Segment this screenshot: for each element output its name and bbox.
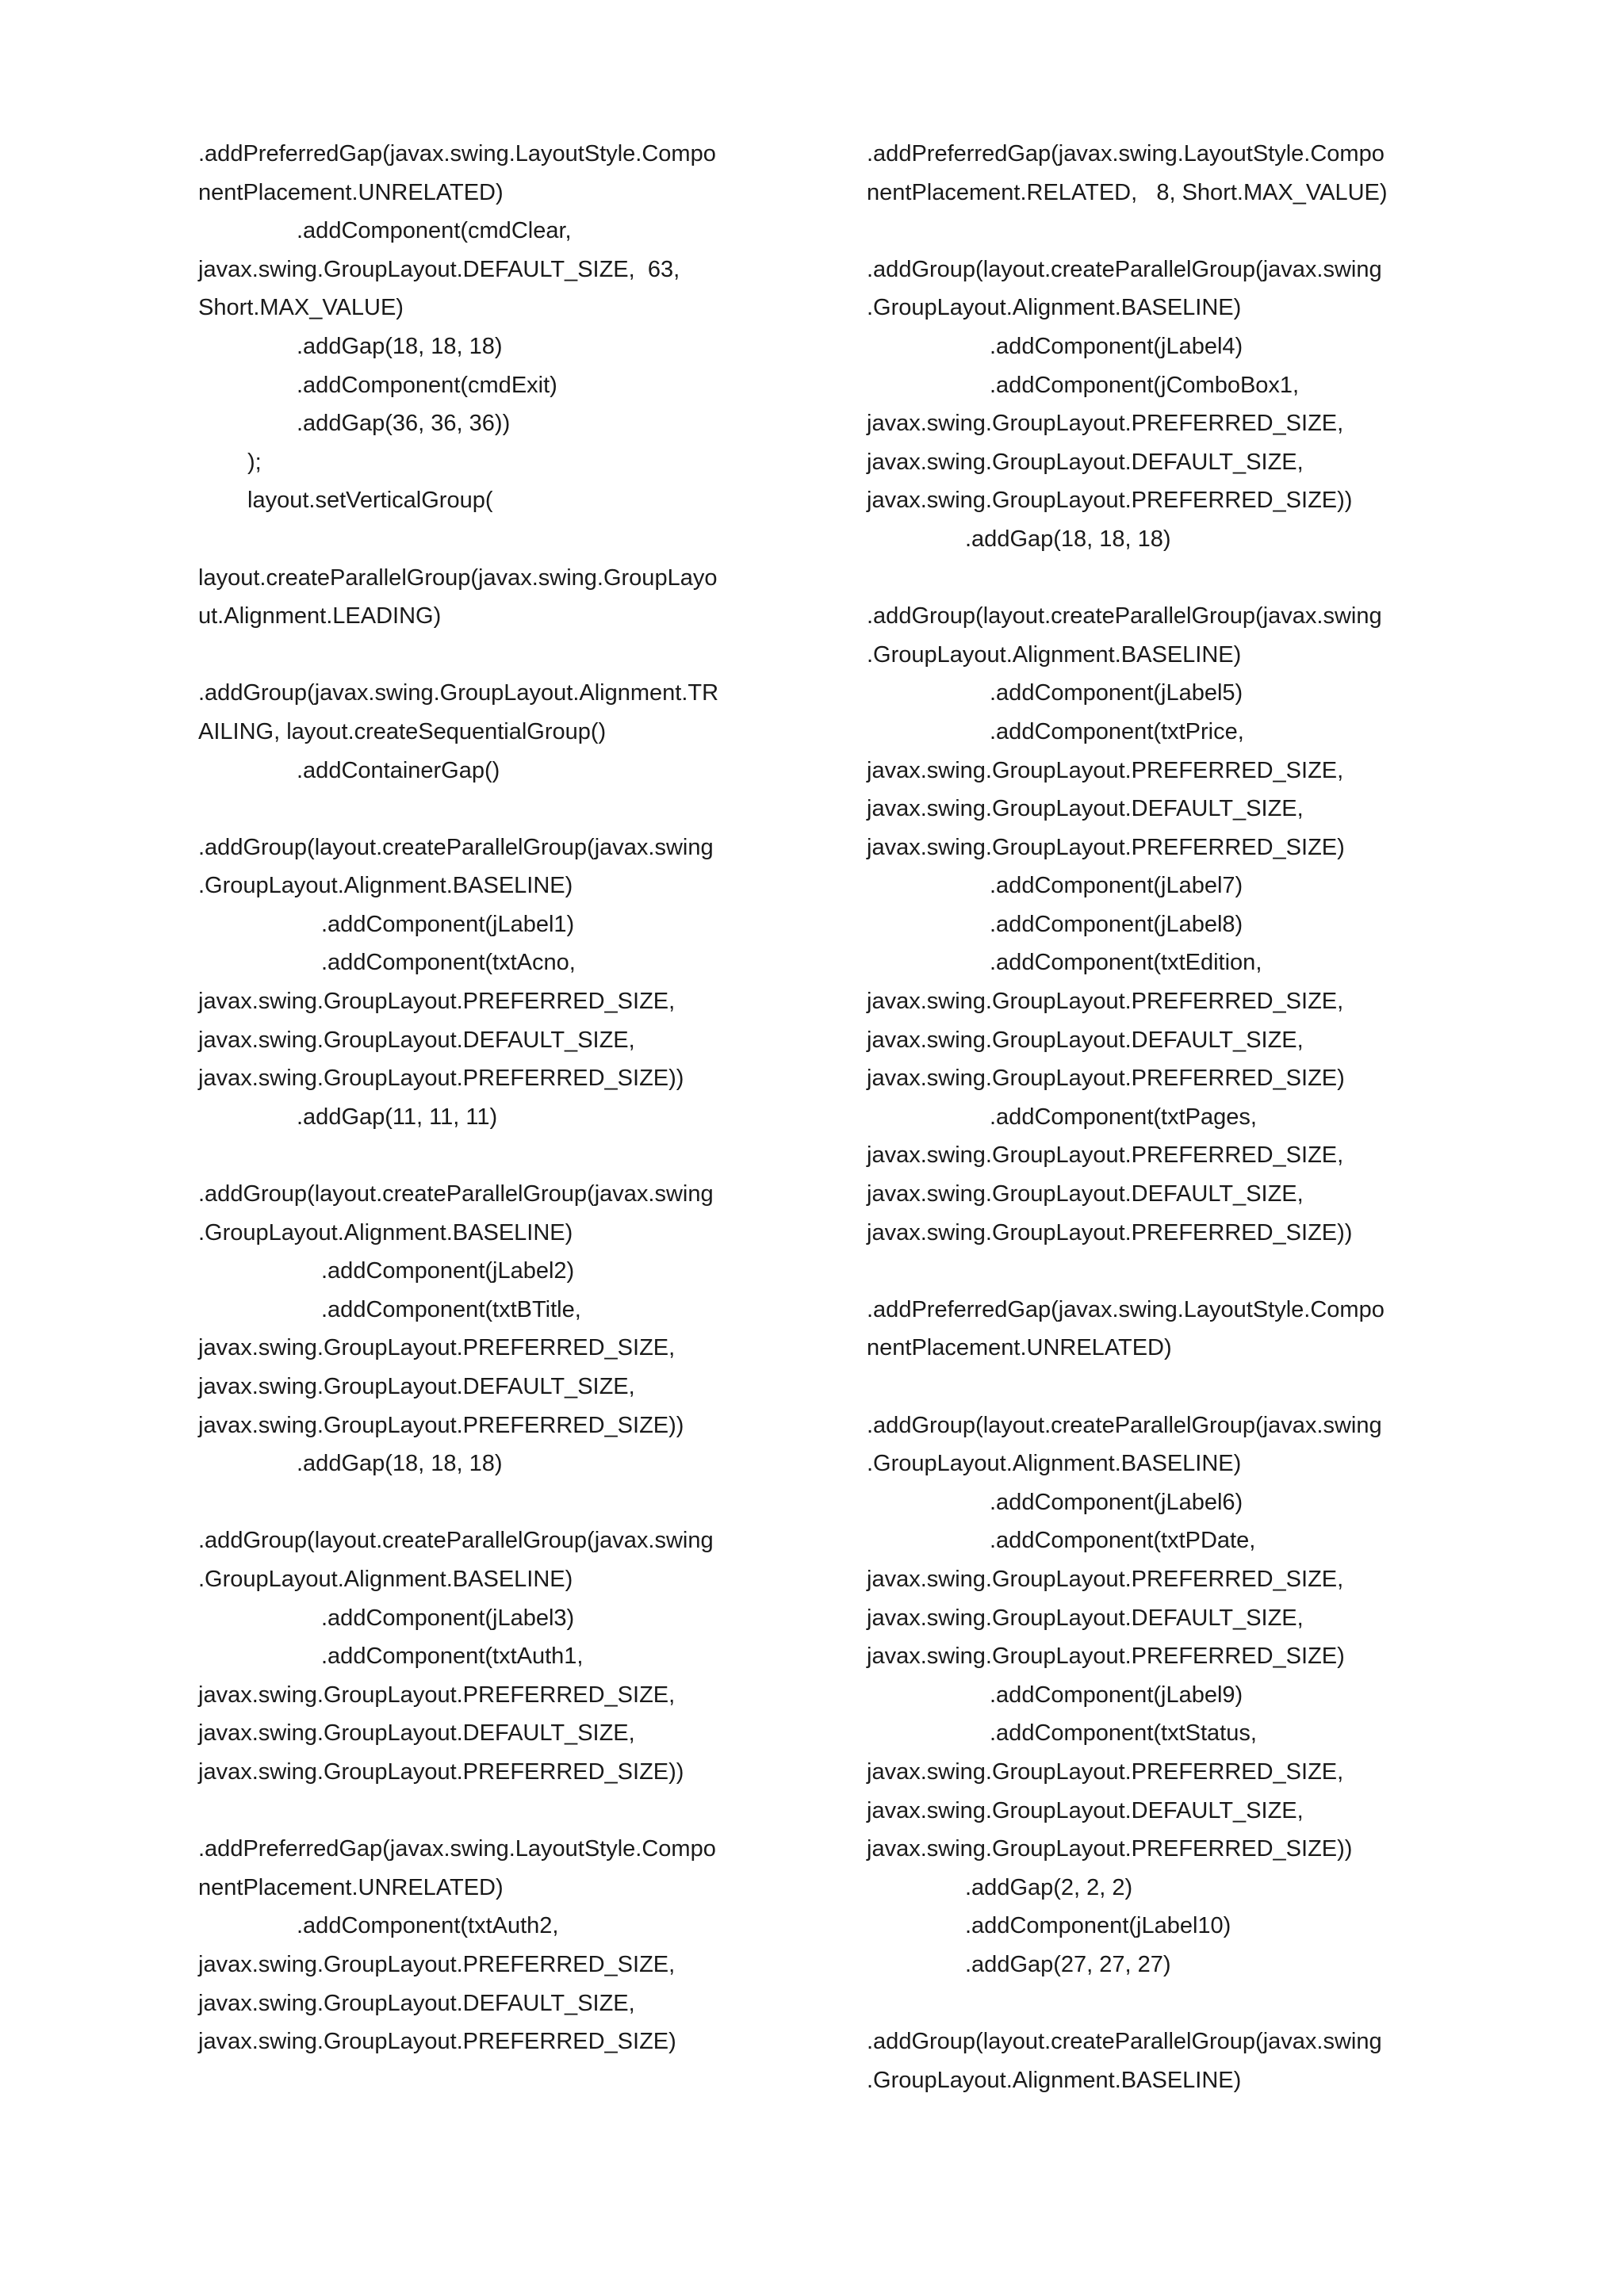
code-line: .GroupLayout.Alignment.BASELINE) — [198, 873, 573, 899]
blank-line — [198, 1483, 785, 1522]
code-line: .addComponent(txtAuth2, — [297, 1913, 559, 1939]
code-line: javax.swing.GroupLayout.PREFERRED_SIZE, — [198, 1335, 676, 1361]
code-line: javax.swing.GroupLayout.PREFERRED_SIZE) — [198, 2029, 676, 2055]
code-line: .addComponent(txtPrice, — [990, 718, 1244, 744]
code-line: javax.swing.GroupLayout.PREFERRED_SIZE)) — [867, 488, 1353, 514]
code-line: .addComponent(jLabel1) — [321, 911, 575, 937]
code-line: javax.swing.GroupLayout.DEFAULT_SIZE, 63, — [198, 256, 680, 282]
code-line: javax.swing.GroupLayout.DEFAULT_SIZE, — [198, 1720, 635, 1747]
blank-line — [867, 1368, 1454, 1406]
code-line: layout.createParallelGroup(javax.swing.GroupLayo — [198, 564, 718, 591]
code-line: .addComponent(jLabel7) — [990, 873, 1243, 899]
code-line: .addComponent(jLabel3) — [321, 1605, 575, 1631]
code-line: .addPreferredGap(javax.swing.LayoutStyle.Compo — [867, 141, 1385, 166]
code-line: javax.swing.GroupLayout.DEFAULT_SIZE, — [198, 1990, 635, 2016]
code-line: .addGroup(javax.swing.GroupLayout.Alignment.TR — [198, 680, 719, 706]
code-line: .addComponent(txtBTitle, — [321, 1296, 581, 1322]
code-line: .addGap(36, 36, 36)) — [297, 411, 511, 437]
code-line: javax.swing.GroupLayout.PREFERRED_SIZE, — [867, 1566, 1344, 1592]
blank-line — [198, 636, 785, 675]
code-line: javax.swing.GroupLayout.PREFERRED_SIZE, — [867, 1758, 1344, 1785]
code-line: .addComponent(cmdClear, — [297, 218, 572, 244]
code-line: nentPlacement.UNRELATED) — [867, 1335, 1172, 1361]
code-line: javax.swing.GroupLayout.PREFERRED_SIZE)) — [867, 1836, 1353, 1862]
code-line: .GroupLayout.Alignment.BASELINE) — [867, 1451, 1242, 1477]
code-line: .addGap(27, 27, 27) — [965, 1951, 1171, 1977]
code-line: .addGroup(layout.createParallelGroup(javax.swing — [867, 2029, 1382, 2055]
blank-line — [198, 790, 785, 828]
code-line: javax.swing.GroupLayout.PREFERRED_SIZE)) — [867, 1219, 1353, 1246]
code-line: .addGap(2, 2, 2) — [965, 1874, 1133, 1900]
code-line: Short.MAX_VALUE) — [198, 295, 404, 321]
code-line: .addGap(11, 11, 11) — [297, 1104, 498, 1130]
code-line: javax.swing.GroupLayout.DEFAULT_SIZE, — [198, 1374, 635, 1399]
blank-line — [198, 520, 785, 559]
code-line: .addGroup(layout.createParallelGroup(javax.swing — [867, 1412, 1382, 1438]
code-line: AILING, layout.createSequentialGroup() — [198, 718, 607, 744]
code-line: .addComponent(jLabel4) — [990, 333, 1243, 359]
code-line: .addComponent(txtAuth1, — [321, 1644, 584, 1670]
code-line: nentPlacement.UNRELATED) — [198, 179, 504, 205]
code-line: javax.swing.GroupLayout.PREFERRED_SIZE)) — [198, 1066, 684, 1092]
code-line: .addComponent(jLabel9) — [990, 1682, 1243, 1708]
code-line: .addComponent(jLabel10) — [965, 1913, 1231, 1939]
code-line: javax.swing.GroupLayout.PREFERRED_SIZE)) — [198, 1412, 684, 1438]
code-line: .addComponent(jLabel2) — [321, 1258, 575, 1284]
code-line: javax.swing.GroupLayout.PREFERRED_SIZE)) — [198, 1758, 684, 1785]
code-line: .addComponent(txtPages, — [990, 1104, 1257, 1130]
code-line: .GroupLayout.Alignment.BASELINE) — [198, 1219, 573, 1246]
code-line: javax.swing.GroupLayout.DEFAULT_SIZE, — [867, 1181, 1304, 1207]
blank-line — [867, 559, 1454, 598]
code-line: .addGroup(layout.createParallelGroup(javax.swing — [198, 1181, 714, 1207]
code-line: .addComponent(cmdExit) — [297, 372, 557, 398]
code-line: .addPreferredGap(javax.swing.LayoutStyle.Compo — [867, 1296, 1385, 1322]
code-line: .addGroup(layout.createParallelGroup(javax.swing — [198, 1528, 714, 1554]
code-line: javax.swing.GroupLayout.DEFAULT_SIZE, — [867, 1027, 1304, 1053]
blank-line — [867, 212, 1454, 251]
code-line: .addGap(18, 18, 18) — [297, 333, 503, 359]
code-line: .addPreferredGap(javax.swing.LayoutStyle.Compo — [198, 141, 716, 166]
blank-line — [867, 1252, 1454, 1291]
blank-line — [198, 1792, 785, 1831]
code-line: .addComponent(txtPDate, — [990, 1528, 1256, 1554]
code-line: javax.swing.GroupLayout.PREFERRED_SIZE, — [198, 1682, 676, 1708]
code-line: .addGap(18, 18, 18) — [965, 526, 1171, 552]
code-line: javax.swing.GroupLayout.PREFERRED_SIZE, — [867, 757, 1344, 783]
left-code-column — [198, 135, 785, 2061]
code-line: .addPreferredGap(javax.swing.LayoutStyle.Compo — [198, 1836, 716, 1862]
code-line: .addComponent(jComboBox1, — [990, 372, 1300, 398]
code-line: javax.swing.GroupLayout.PREFERRED_SIZE, — [198, 989, 676, 1015]
code-line: javax.swing.GroupLayout.PREFERRED_SIZE) — [867, 834, 1345, 860]
code-line: nentPlacement.RELATED, 8, Short.MAX_VALUE) — [867, 179, 1388, 205]
code-line: layout.setVerticalGroup( — [247, 488, 493, 514]
right-code-column — [867, 135, 1454, 2099]
code-line: .addComponent(jLabel8) — [990, 911, 1243, 937]
code-line: javax.swing.GroupLayout.PREFERRED_SIZE) — [867, 1066, 1345, 1092]
code-line: .GroupLayout.Alignment.BASELINE) — [867, 295, 1242, 321]
blank-line — [198, 1136, 785, 1175]
code-line: javax.swing.GroupLayout.DEFAULT_SIZE, — [867, 449, 1304, 475]
code-line: javax.swing.GroupLayout.DEFAULT_SIZE, — [198, 1027, 635, 1053]
code-line: javax.swing.GroupLayout.PREFERRED_SIZE, — [198, 1951, 676, 1977]
code-line: .addGroup(layout.createParallelGroup(javax.swing — [198, 834, 714, 860]
code-line: .addGap(18, 18, 18) — [297, 1451, 503, 1477]
blank-line — [867, 1984, 1454, 2023]
code-line: .GroupLayout.Alignment.BASELINE) — [867, 2067, 1242, 2093]
code-line: javax.swing.GroupLayout.DEFAULT_SIZE, — [867, 796, 1304, 822]
code-line: ut.Alignment.LEADING) — [198, 603, 442, 629]
code-line: .addComponent(jLabel5) — [990, 680, 1243, 706]
code-line: javax.swing.GroupLayout.PREFERRED_SIZE, — [867, 989, 1344, 1015]
code-line: javax.swing.GroupLayout.PREFERRED_SIZE) — [867, 1644, 1345, 1670]
code-line: javax.swing.GroupLayout.DEFAULT_SIZE, — [867, 1605, 1304, 1631]
code-line: .addContainerGap() — [297, 757, 500, 783]
code-line: .addComponent(txtStatus, — [990, 1720, 1257, 1747]
code-line: javax.swing.GroupLayout.PREFERRED_SIZE, — [867, 1142, 1344, 1169]
code-line: .addComponent(jLabel6) — [990, 1489, 1243, 1515]
code-line: ); — [247, 449, 262, 475]
code-line: javax.swing.GroupLayout.PREFERRED_SIZE, — [867, 411, 1344, 437]
code-line: .addGroup(layout.createParallelGroup(javax.swing — [867, 256, 1382, 282]
code-line: .GroupLayout.Alignment.BASELINE) — [198, 1566, 573, 1592]
code-line: .addGroup(layout.createParallelGroup(javax.swing — [867, 603, 1382, 629]
code-line: .GroupLayout.Alignment.BASELINE) — [867, 641, 1242, 668]
code-line: .addComponent(txtEdition, — [990, 950, 1262, 976]
code-line: nentPlacement.UNRELATED) — [198, 1874, 504, 1900]
code-line: javax.swing.GroupLayout.DEFAULT_SIZE, — [867, 1797, 1304, 1823]
code-line: .addComponent(txtAcno, — [321, 950, 576, 976]
